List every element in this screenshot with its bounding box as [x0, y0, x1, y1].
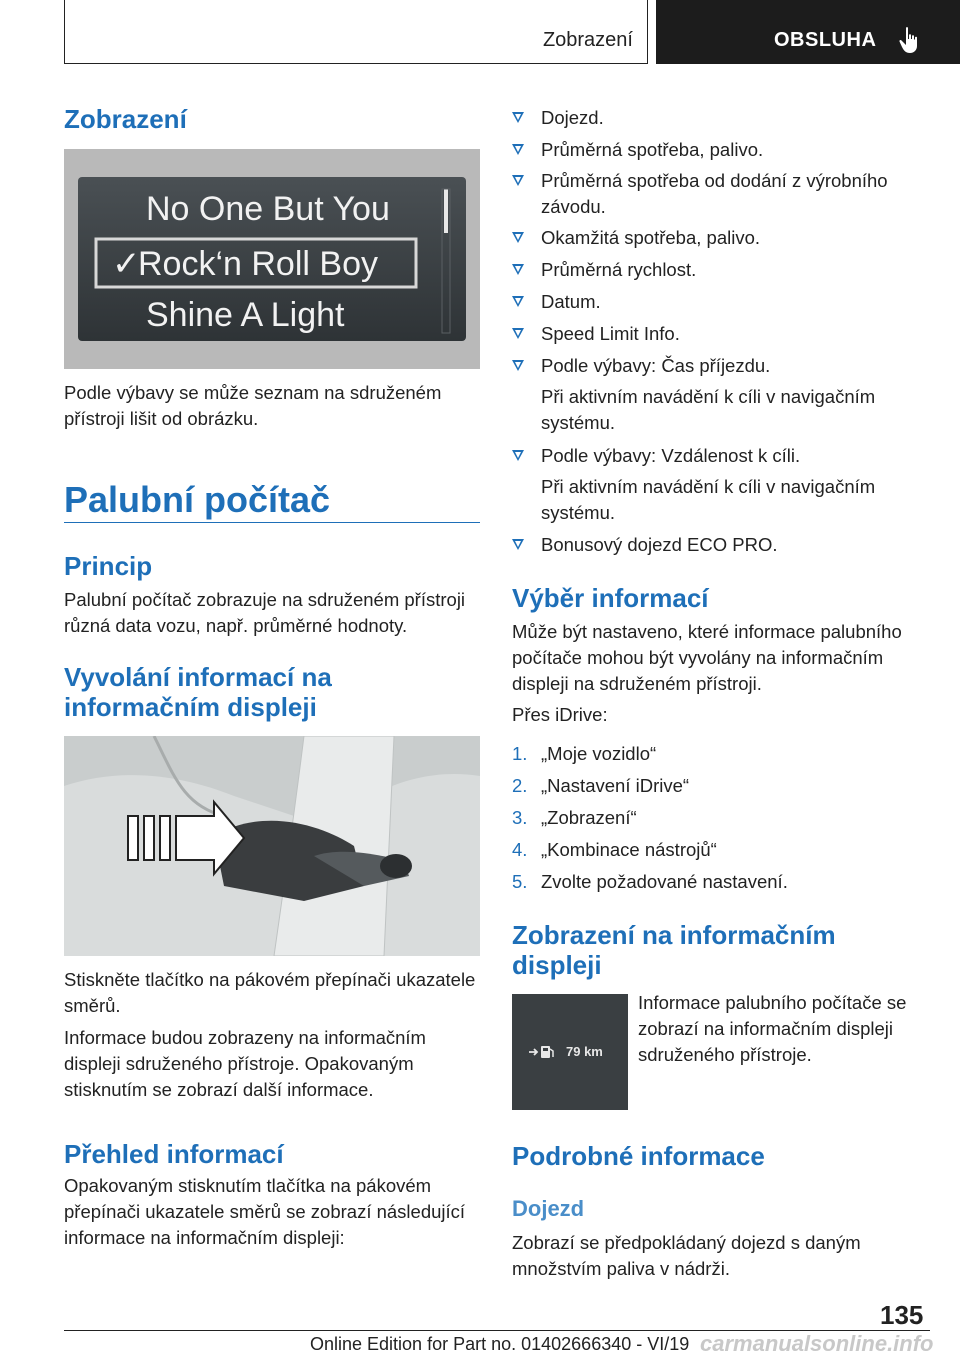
list-item [512, 289, 932, 315]
list-item [512, 869, 932, 895]
list-item-text: Speed Limit Info. [541, 323, 680, 344]
menu-item-1: No One But You [146, 190, 390, 228]
section-title-prehled: Přehled informací [64, 1139, 284, 1169]
check-icon: ✓ [112, 245, 141, 283]
list-item [512, 353, 932, 436]
fuel-pump-arrow-icon [528, 1044, 560, 1060]
list-item-text: Bonusový dojezd ECO PRO. [541, 534, 778, 555]
list-item [512, 741, 932, 767]
step-text: „Moje vozidlo“ [541, 743, 657, 764]
menu-item-2-selected [112, 244, 480, 284]
list-item-text: Podle výbavy: Vzdálenost k cíli. [541, 445, 801, 466]
list-item-text: Průměrná spotřeba od dodání z výrobního závodu. [541, 170, 888, 217]
section-title-vyvolani: Vyvolání informací na informačním displeji [64, 662, 332, 722]
triangle-bullet-icon [512, 232, 524, 243]
list-item [512, 137, 932, 163]
list-item-text: Datum. [541, 291, 601, 312]
text-vyber: Může být nastaveno, které informace palubního počítače mohou být vyvolány na informačním displeji na sdruženém přístroji. [512, 621, 902, 694]
text-dojezd: Zobrazí se předpokládaný dojezd s daným množstvím paliva v nádrži. [512, 1232, 861, 1279]
footer-edition: Online Edition for Part no. 01402666340 - VI/19 [310, 1334, 690, 1354]
list-item-text: Průměrná spotřeba, palivo. [541, 139, 764, 160]
section-title-zobrazeni: Zobrazení [64, 104, 187, 134]
step-number: 5. [512, 871, 528, 892]
subsection-title-dojezd: Dojezd [512, 1196, 585, 1221]
step-text: „Nastavení iDrive“ [541, 775, 690, 796]
menu-item-3: Shine A Light [146, 296, 345, 334]
page-number: 135 [880, 1300, 924, 1330]
list-item [512, 532, 932, 558]
text-informace: Informace budou zobrazeny na informačním displeji sdruženého přístroje. Opakovaným stisknutím se zobrazí další informace. [64, 1027, 426, 1100]
triangle-bullet-icon [512, 539, 524, 550]
list-item-text: Průměrná rychlost. [541, 259, 697, 280]
step-number: 2. [512, 775, 528, 796]
triangle-bullet-icon [512, 175, 524, 186]
triangle-bullet-icon [512, 296, 524, 307]
triangle-bullet-icon [512, 144, 524, 155]
header-chapter-label: OBSLUHA [774, 29, 877, 51]
header-section-box [64, 0, 648, 64]
text-princip: Palubní počítač zobrazuje na sdruženém přístroji různá data vozu, např. průměrné hodnoty. [64, 589, 466, 636]
chapter-title-palubni: Palubní počítač [64, 479, 331, 520]
step-text: „Zobrazení“ [541, 807, 637, 828]
turn-signal-stalk-image [64, 736, 480, 956]
step-number: 1. [512, 743, 528, 764]
title-rule [64, 522, 480, 523]
list-item [512, 805, 932, 831]
list-item-text: Okamžitá spotřeba, palivo. [541, 227, 761, 248]
text-zobrazeni-displeji: Informace palubního počítače se zobrazí na informačním displeji sdruženého přístroje. [638, 992, 907, 1065]
menu-item-2-label: Rock‘n Roll Boy [138, 245, 378, 283]
list-item [512, 225, 932, 251]
step-text: Zvolte požadované nastavení. [541, 871, 788, 892]
list-item [512, 443, 932, 526]
section-title-zobrazeni-displeji: Zobrazení na informačním displeji [512, 920, 836, 980]
step-number: 4. [512, 839, 528, 860]
list-item [512, 257, 932, 283]
triangle-bullet-icon [512, 264, 524, 275]
section-title-podrobne: Podrobné informace [512, 1141, 765, 1171]
section-title-princip: Princip [64, 551, 153, 581]
list-item-subtext: Při aktivním navádění k cíli v navigačním systému. [541, 386, 876, 433]
list-item [512, 773, 932, 799]
list-item-text: Podle výbavy: Čas příjezdu. [541, 355, 771, 376]
list-item-text: Dojezd. [541, 107, 604, 128]
triangle-bullet-icon [512, 328, 524, 339]
range-display-image [512, 994, 628, 1110]
list-item-subtext: Při aktivním navádění k cíli v navigačním systému. [541, 476, 876, 523]
text-prehled: Opakovaným stisknutím tlačítka na pákovém přepínači ukazatele směrů se zobrazí následující informace na informačním displeji: [64, 1175, 466, 1248]
list-item [512, 105, 932, 131]
section-title-vyber: Výběr informací [512, 583, 709, 613]
text-pres-idrive: Přes iDrive: [512, 704, 608, 725]
watermark: carmanualsonline.info [700, 1331, 934, 1356]
list-item [512, 168, 932, 220]
list-item [512, 321, 932, 347]
hand-pointer-icon [898, 26, 922, 54]
step-text: „Kombinace nástrojů“ [541, 839, 717, 860]
note-zobrazeni: Podle výbavy se může seznam na sdruženém přístroji lišit od obrázku. [64, 382, 442, 429]
triangle-bullet-icon [512, 450, 524, 461]
range-value: 79 km [566, 1044, 603, 1059]
header-section-title: Zobrazení [542, 29, 633, 51]
step-number: 3. [512, 807, 528, 828]
triangle-bullet-icon [512, 112, 524, 123]
list-item [512, 837, 932, 863]
text-stisknete: Stiskněte tlačítko na pákovém přepínači ukazatele směrů. [64, 969, 476, 1016]
triangle-bullet-icon [512, 360, 524, 371]
